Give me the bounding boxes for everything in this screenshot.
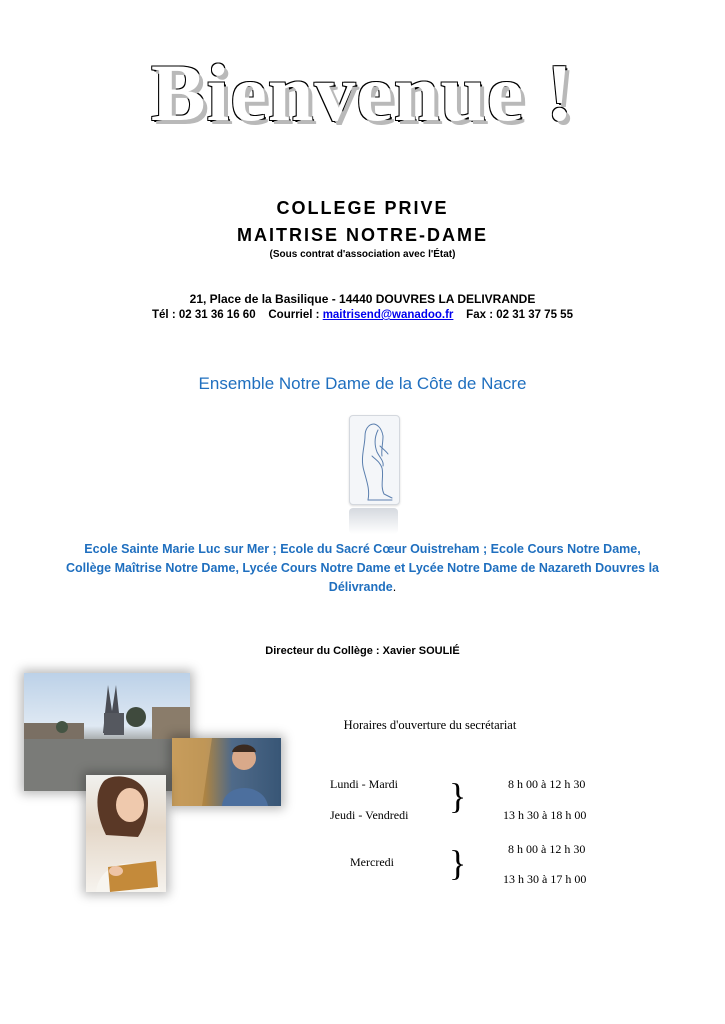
hours-time: 13 h 30 à 18 h 00 — [503, 808, 587, 822]
school-name-line2: MAITRISE NOTRE-DAME — [237, 225, 488, 245]
hours-title: Horaires d'ouverture du secrétariat — [343, 718, 517, 732]
address: 21, Place de la Basilique - 14440 DOUVRES LA DELIVRANDE — [189, 292, 536, 306]
schools-line: Collège Maîtrise Notre Dame, Lycée Cours Notre Dame et Lycée Notre Dame de Nazareth Douvres la — [65, 561, 660, 575]
smiling-boy-photo — [172, 738, 281, 806]
brace-icon: } — [449, 776, 467, 816]
email-link[interactable]: maitrisend@wanadoo.fr — [322, 309, 454, 321]
schools-line: Ecole Sainte Marie Luc sur Mer ; Ecole du Sacré Cœur Ouistreham ; Ecole Cours Notre Dame, — [84, 542, 641, 556]
phone-text: Tél : 02 31 36 16 60 Courriel : — [152, 309, 323, 321]
kneeling-virgin-icon — [349, 415, 400, 505]
contract-note: (Sous contrat d'association avec l'État) — [269, 249, 456, 260]
hours-time: 13 h 30 à 17 h 00 — [503, 872, 587, 886]
hours-days: Lundi - Mardi — [330, 777, 398, 791]
city-basilica-photo — [24, 673, 190, 791]
brace-icon: } — [449, 843, 467, 883]
hours-days: Mercredi — [350, 855, 394, 869]
logo-reflection — [349, 508, 398, 534]
contact-line — [0, 309, 725, 321]
school-name-line1: COLLEGE PRIVE — [276, 198, 449, 218]
schools-list — [50, 540, 675, 597]
reading-girl-photo — [86, 775, 166, 892]
page-title: Bienvenue ! — [150, 47, 575, 138]
fax-text: Fax : 02 31 37 75 55 — [453, 309, 573, 321]
hours-days: Jeudi - Vendredi — [330, 808, 409, 822]
hours-time: 8 h 00 à 12 h 30 — [508, 842, 586, 856]
hours-time: 8 h 00 à 12 h 30 — [508, 777, 586, 791]
ensemble-title: Ensemble Notre Dame de la Côte de Nacre — [198, 374, 527, 393]
director-line: Directeur du Collège : Xavier SOULIÉ — [265, 645, 460, 657]
schools-line: Délivrande. — [328, 580, 397, 594]
